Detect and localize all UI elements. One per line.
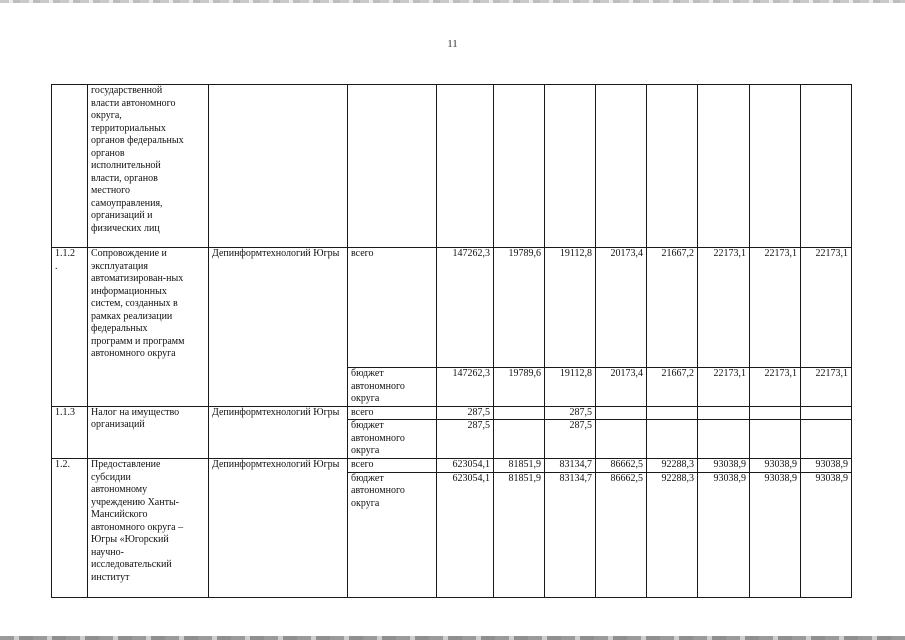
empty-cell (596, 85, 647, 248)
amount-cell: 22173,1 (698, 368, 750, 407)
funding-source-cell: всего (348, 406, 437, 420)
name-line: информационных (91, 285, 167, 297)
amount-cell (801, 406, 852, 420)
name-line: самоуправления, (91, 197, 163, 209)
name-line: институт (91, 571, 130, 583)
name-line: организаций и (91, 210, 153, 221)
amount-cell: 93038,9 (801, 472, 852, 597)
name-line: учреждению Ханты- (91, 496, 180, 508)
name-line: физических лиц (91, 222, 160, 234)
page-number: 11 (447, 38, 458, 50)
name-line: органов федеральных (91, 135, 184, 146)
amount-cell: 22173,1 (801, 368, 852, 407)
executor-cell: Депинформтехнологий Югры (209, 459, 348, 598)
row-code: 1.1.3 (55, 406, 75, 418)
name-line: Налог на имущество (91, 406, 180, 418)
empty-cell (545, 85, 596, 248)
empty-cell (209, 85, 348, 248)
name-line: Мансийского (91, 509, 148, 520)
amount-cell: 19789,6 (494, 368, 545, 407)
name-line: государственной (91, 85, 163, 96)
name-line: автономного округа – (91, 521, 184, 533)
amount-cell (596, 406, 647, 420)
name-line: власти, органов (91, 172, 158, 184)
row-name-cell (88, 248, 209, 407)
amount-cell: 22173,1 (801, 248, 852, 368)
empty-cell (494, 85, 545, 248)
name-line: автоматизирован-ных (91, 273, 184, 284)
name-line: исследовательский (91, 559, 172, 570)
amount-cell: 623054,1 (437, 459, 494, 473)
row-name-cell (88, 406, 209, 459)
amount-cell (647, 406, 698, 420)
name-line: органов (91, 147, 125, 159)
amount-cell: 21667,2 (647, 248, 698, 368)
amount-cell: 22173,1 (750, 368, 801, 407)
amount-cell: 93038,9 (801, 459, 852, 473)
name-line: федеральных (91, 323, 148, 334)
amount-cell (494, 420, 545, 459)
amount-cell: 93038,9 (698, 472, 750, 597)
row-name-cell (88, 85, 209, 248)
executor-cell: Депинформтехнологий Югры (209, 248, 348, 407)
table-row (52, 85, 852, 248)
name-line: субсидии (91, 471, 131, 483)
row-code-cell (52, 406, 88, 459)
amount-cell (801, 420, 852, 459)
scan-edge-bottom (0, 636, 905, 640)
name-line: рамках реализации (91, 310, 173, 322)
amount-cell (494, 406, 545, 420)
amount-cell: 92288,3 (647, 472, 698, 597)
amount-cell: 22173,1 (750, 248, 801, 368)
name-line: Югры «Югорский (91, 534, 169, 545)
row-code-cell (52, 248, 88, 407)
name-line: эксплуатация (91, 260, 148, 272)
row-code: 1.2. (55, 459, 70, 470)
name-line: систем, созданных в (91, 298, 178, 309)
name-line: Сопровождение и (91, 248, 167, 259)
amount-cell (698, 420, 750, 459)
empty-cell (698, 85, 750, 248)
program-table (51, 84, 852, 598)
amount-cell: 93038,9 (698, 459, 750, 473)
row-code: 1.1.2 (55, 248, 75, 259)
name-line: автономного округа (91, 348, 176, 359)
empty-cell (647, 85, 698, 248)
funding-source-cell: бюджет автономного округа (348, 472, 437, 597)
amount-cell: 287,5 (437, 406, 494, 420)
funding-source-cell: всего (348, 248, 437, 368)
amount-cell: 287,5 (437, 420, 494, 459)
scan-edge-top (0, 0, 905, 3)
empty-cell (750, 85, 801, 248)
amount-cell (698, 406, 750, 420)
name-line: научно- (91, 546, 124, 558)
funding-source-cell: бюджет автономного округа (348, 368, 437, 407)
amount-cell: 287,5 (545, 406, 596, 420)
amount-cell (647, 420, 698, 459)
name-line: округа, (91, 110, 122, 121)
name-line: автономному (91, 484, 148, 495)
amount-cell: 81851,9 (494, 459, 545, 473)
row-name-cell (88, 459, 209, 598)
amount-cell: 92288,3 (647, 459, 698, 473)
amount-cell: 20173,4 (596, 368, 647, 407)
amount-cell (596, 420, 647, 459)
executor-cell: Депинформтехнологий Югры (209, 406, 348, 459)
funding-source-cell: всего (348, 459, 437, 473)
amount-cell: 83134,7 (545, 472, 596, 597)
amount-cell: 86662,5 (596, 459, 647, 473)
amount-cell: 21667,2 (647, 368, 698, 407)
name-line: программ и программ (91, 335, 185, 347)
amount-cell: 20173,4 (596, 248, 647, 368)
amount-cell (750, 420, 801, 459)
amount-cell: 93038,9 (750, 459, 801, 473)
amount-cell: 147262,3 (437, 248, 494, 368)
amount-cell: 287,5 (545, 420, 596, 459)
name-line: местного (91, 185, 131, 196)
name-line: организаций (91, 419, 145, 430)
amount-cell: 19112,8 (545, 248, 596, 368)
amount-cell: 623054,1 (437, 472, 494, 597)
amount-cell: 86662,5 (596, 472, 647, 597)
amount-cell: 19789,6 (494, 248, 545, 368)
table-row (52, 459, 852, 473)
funding-source-cell: бюджет автономного округа (348, 420, 437, 459)
name-line: исполнительной (91, 160, 161, 171)
amount-cell: 147262,3 (437, 368, 494, 407)
empty-cell (348, 85, 437, 248)
empty-cell (801, 85, 852, 248)
empty-cell (437, 85, 494, 248)
name-line: Предоставление (91, 459, 161, 470)
name-line: территориальных (91, 122, 166, 134)
row-code-cell (52, 85, 88, 248)
amount-cell: 83134,7 (545, 459, 596, 473)
table-row (52, 248, 852, 368)
row-code-extra: . (55, 260, 58, 272)
amount-cell: 22173,1 (698, 248, 750, 368)
table-row (52, 406, 852, 420)
amount-cell: 93038,9 (750, 472, 801, 597)
row-code-cell (52, 459, 88, 598)
name-line: власти автономного (91, 97, 176, 109)
amount-cell (750, 406, 801, 420)
amount-cell: 81851,9 (494, 472, 545, 597)
amount-cell: 19112,8 (545, 368, 596, 407)
